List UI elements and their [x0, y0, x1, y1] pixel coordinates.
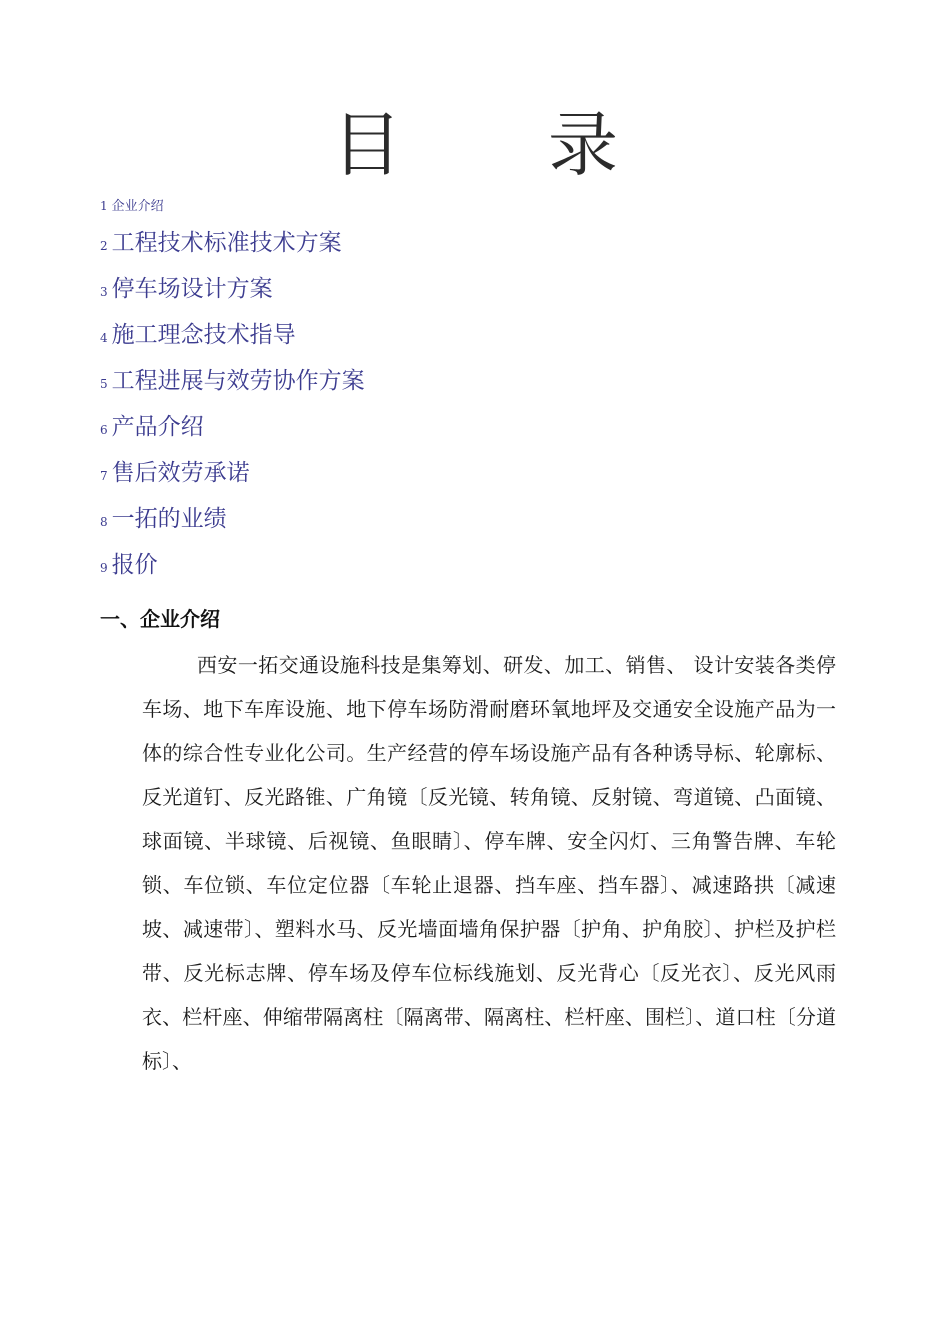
toc-item-quotation[interactable]	[100, 542, 860, 588]
toc-item-number: 1	[100, 199, 108, 213]
toc-item-number: 4	[100, 331, 108, 345]
company-intro-paragraph: 西安一拓交通设施科技是集筹划、研发、加工、销售、 设计安装各类停车场、地下车库设施、地下停车场防滑耐磨环氧地坪及交通安全设施产品为一体的综合性专业化公司。生产经营的停车场设施产品有各种诱导标、轮廓标、反光道钉、反光路锥、广角镜〔反光镜、转角镜、反射镜、弯道镜、凸面镜、球面镜、半球镜、后视镜、鱼眼睛〕、停车牌、安全闪灯、三角警告牌、车轮锁、车位锁、车位定位器〔车轮止退器、挡车座、挡车器〕、减速路拱〔减速坡、减速带〕、塑料水马、反光墙面墙角保护器〔护角、护角胶〕、护栏及护栏带、反光标志牌、停车场及停车位标线施划、反光背心〔反光衣〕、反光风雨衣、栏杆座、伸缩带隔离柱〔隔离带、隔离柱、栏杆座、围栏〕、道口柱〔分道标〕、	[142, 653, 836, 1073]
toc-item-label: 施工理念技术指导	[111, 322, 296, 348]
toc-item-label: 一拓的业绩	[111, 506, 227, 532]
section-heading: 一、企业介绍	[100, 607, 220, 631]
table-of-contents	[100, 190, 860, 588]
toc-item-label: 售后效劳承诺	[111, 460, 250, 486]
toc-item-products[interactable]	[100, 404, 860, 450]
toc-item-number: 6	[100, 423, 108, 437]
toc-item-label: 产品介绍	[111, 414, 204, 440]
toc-item-label: 停车场设计方案	[111, 276, 273, 302]
toc-item-number: 5	[100, 377, 108, 391]
toc-item-label: 工程进展与效劳协作方案	[111, 368, 365, 394]
toc-item-parking-design[interactable]	[100, 266, 860, 312]
toc-item-label: 企业介绍	[111, 199, 164, 214]
toc-item-progress-plan[interactable]	[100, 358, 860, 404]
toc-item-label: 报价	[111, 552, 158, 578]
page-title: 目 录	[332, 103, 656, 186]
toc-item-number: 2	[100, 239, 108, 253]
toc-item-number: 7	[100, 469, 108, 483]
toc-item-construction-guidance[interactable]	[100, 312, 860, 358]
toc-item-number: 8	[100, 515, 108, 529]
toc-item-after-sales[interactable]	[100, 450, 860, 496]
toc-item-achievements[interactable]	[100, 496, 860, 542]
toc-item-number: 9	[100, 561, 108, 575]
toc-item-engineering-standard[interactable]	[100, 220, 860, 266]
toc-item-company-intro[interactable]	[100, 190, 860, 220]
toc-item-number: 3	[100, 285, 108, 299]
toc-item-label: 工程技术标准技术方案	[111, 230, 342, 256]
